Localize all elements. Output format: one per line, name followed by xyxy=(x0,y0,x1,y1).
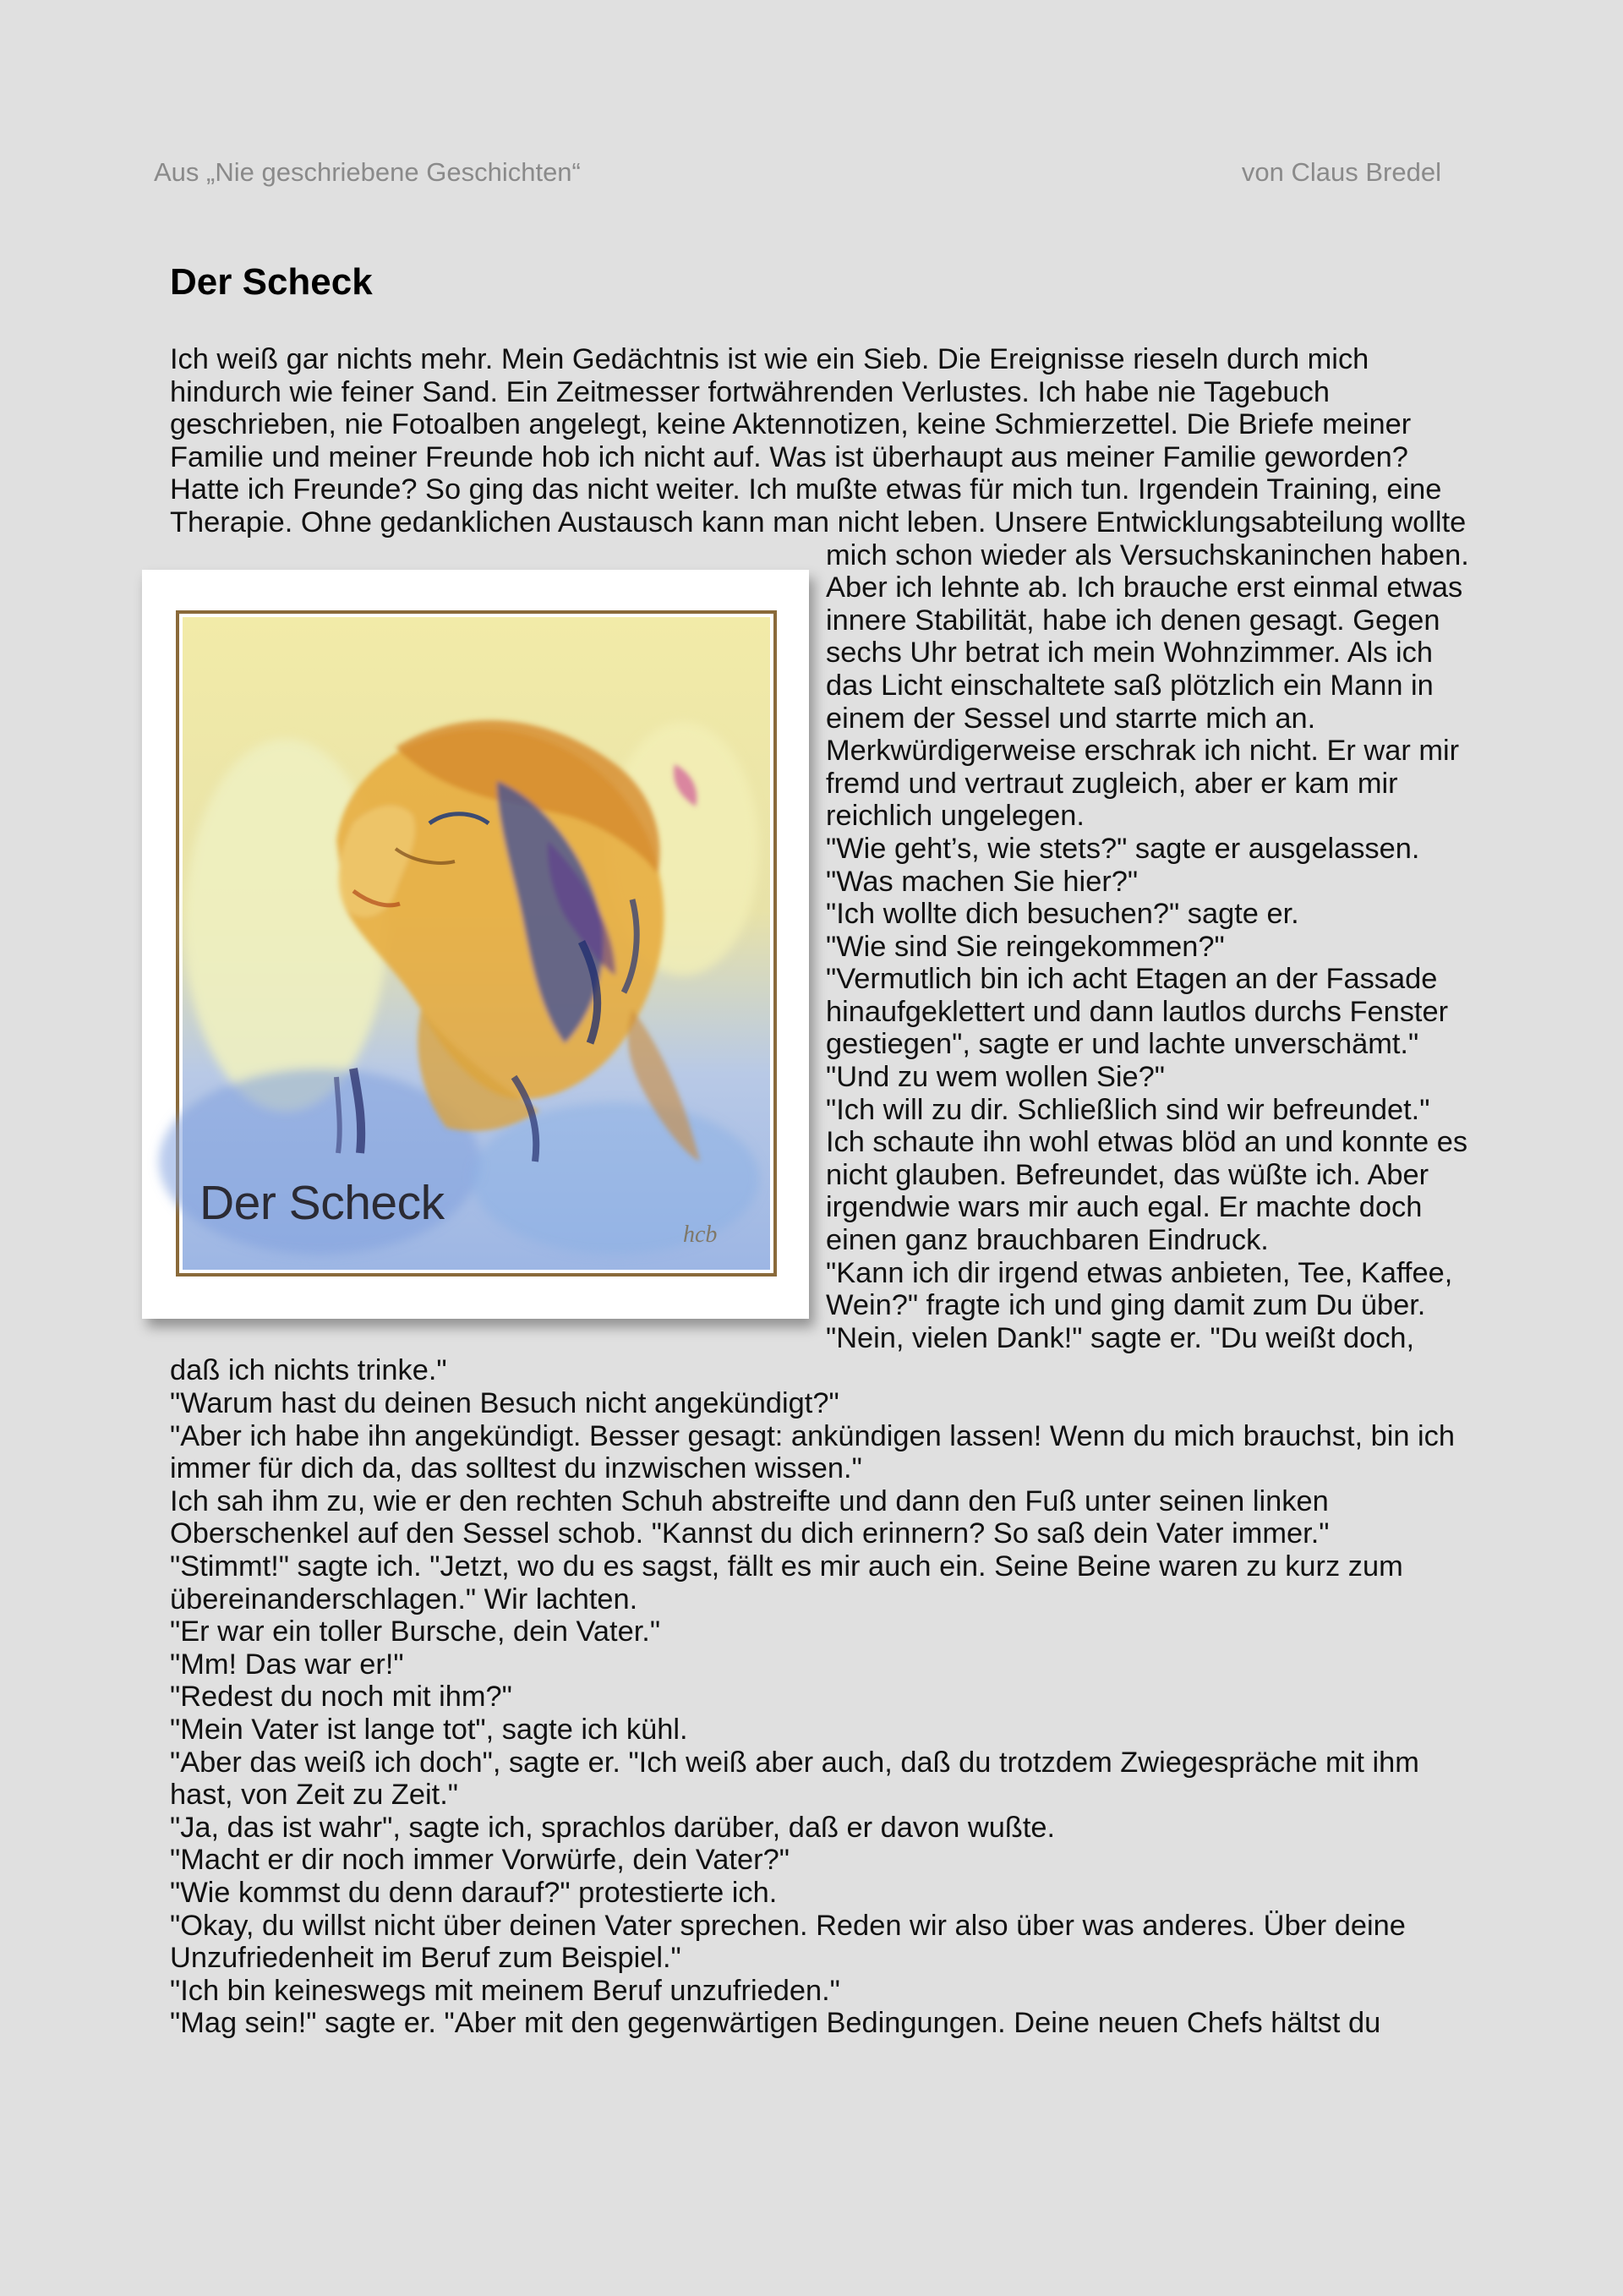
paragraph-4: "Ich wollte dich besuchen?" sagte er. xyxy=(826,898,1299,931)
illustration-caption: Der Scheck xyxy=(199,1175,445,1230)
paragraph-1-text: Ich weiß gar nichts mehr. Mein Gedächtnis ist wie ein Sieb. Die Ereignisse rieseln durch mich hindurch wie feiner Sand. Ein Zeitmesser fortwährenden Verlustes. Ich habe nie Tagebuch geschrieben, nie Fotoalben angelegt, keine Aktennotizen, keine Schmierzettel. Die Briefe meiner Familie und meiner Freunde hob ich nicht auf. Was ist überhaupt aus meiner Familie geworden? Hatte ich Freunde? So ging das nicht weiter. Ich mußte etwas für mich tun. Irgendein Training, eine Therapie. Ohne gedanklichen Austausch kann man nicht leben. Unsere hcb Der Scheck Entwicklungsabteilung wollte mich schon wieder als Versuchskaninchen haben. Aber ich lehnte ab. Ich brauche erst einmal etwas innere Stabilität, habe ich denen gesagt. Gegen sechs Uhr betrat ich mein Wohnzimmer. Als ich das Licht einschaltete saß plötzlich ein Mann in einem der Sessel und starrte mich an. Merkwürdigerweise erschrak ich nicht. Er war mir fremd und vertraut zugleich, aber er kam mir reichlich ungelegen. xyxy=(170,343,1469,832)
running-header xyxy=(154,156,1441,189)
painting-signature: hcb xyxy=(683,1221,718,1248)
header-source: Aus „Nie geschriebene Geschichten“ xyxy=(154,157,581,187)
story-body xyxy=(170,343,1472,2040)
paragraph-15: "Stimmt!" sagte ich. "Jetzt, wo du es sagst, fällt es mir auch ein. Seine Beine waren zu kurz zum übereinanderschlagen." Wir lachten. xyxy=(170,1550,1403,1615)
story-content xyxy=(170,252,1472,2040)
story-illustration xyxy=(142,570,809,1319)
paragraph-22: "Macht er dir noch immer Vorwürfe, dein Vater?" xyxy=(170,1844,790,1877)
paragraph-6: "Vermutlich bin ich acht Etagen an der Fassade hinaufgeklettert und dann lautlos durchs Fenster gestiegen", sagte er und lachte unverschämt." xyxy=(826,963,1449,1061)
paragraph-24: "Okay, du willst nicht über deinen Vater sprechen. Reden wir also über was anderes. Über deine Unzufriedenheit im Beruf zum Beispiel." xyxy=(170,1909,1406,1975)
paragraph-13: "Aber ich habe ihn angekündigt. Besser gesagt: ankündigen lassen! Wenn du mich brauchst, bin ich immer für dich da, das solltest du inzwischen wissen." xyxy=(170,1419,1455,1485)
paragraph-16: "Er war ein toller Bursche, dein Vater." xyxy=(170,1615,661,1648)
header-author: von Claus Bredel xyxy=(1241,157,1441,187)
paragraph-10: "Kann ich dir irgend etwas anbieten, Tee, Kaffee, Wein?" fragte ich und ging damit zum Du über. xyxy=(826,1256,1453,1322)
paragraph-3: "Was machen Sie hier?" xyxy=(826,865,1139,898)
paragraph-14: Ich sah ihm zu, wie er den rechten Schuh abstreifte und dann den Fuß unter seinen linken Oberschenkel auf den Sessel schob. "Kannst du dich erinnern? So saß dein Vater immer." xyxy=(170,1484,1330,1550)
paragraph-25: "Ich bin keineswegs mit meinem Beruf unzufrieden." xyxy=(170,1974,840,2007)
paragraph-12: "Warum hast du deinen Besuch nicht angekündigt?" xyxy=(170,1387,839,1419)
paragraph-11: "Nein, vielen Dank!" sagte er. "Du weißt doch, daß ich nichts trinke." xyxy=(170,1321,1415,1387)
paragraph-9: Ich schaute ihn wohl etwas blöd an und konnte es nicht glauben. Befreundet, das wüßte ich. Aber irgendwie wars mir auch egal. Er machte doch einen ganz brauchbaren Eindruck. xyxy=(826,1126,1468,1257)
paragraph-23: "Wie kommst du denn darauf?" protestierte ich. xyxy=(170,1876,778,1909)
paragraph-26: "Mag sein!" sagte er. "Aber mit den gegenwärtigen Bedingungen. Deine neuen Chefs hältst du xyxy=(170,2007,1381,2040)
paragraph-19: "Mein Vater ist lange tot", sagte ich kühl. xyxy=(170,1713,688,1746)
paragraph-17: "Mm! Das war er!" xyxy=(170,1648,404,1681)
story-title: Der Scheck xyxy=(170,261,373,303)
paragraph-18: "Redest du noch mit ihm?" xyxy=(170,1681,512,1714)
paragraph-8: "Ich will zu dir. Schließlich sind wir befreundet." xyxy=(826,1093,1430,1126)
paragraph-2: "Wie geht’s, wie stets?" sagte er ausgelassen. xyxy=(826,832,1420,865)
paragraph-7: "Und zu wem wollen Sie?" xyxy=(826,1061,1165,1094)
paragraph-5: "Wie sind Sie reingekommen?" xyxy=(826,930,1225,963)
paragraph-20: "Aber das weiß ich doch", sagte er. "Ich weiß aber auch, daß du trotzdem Zwiegespräche mit ihm hast, von Zeit zu Zeit." xyxy=(170,1746,1419,1812)
paragraph-21: "Ja, das ist wahr", sagte ich, sprachlos darüber, daß er davon wußte. xyxy=(170,1811,1056,1844)
